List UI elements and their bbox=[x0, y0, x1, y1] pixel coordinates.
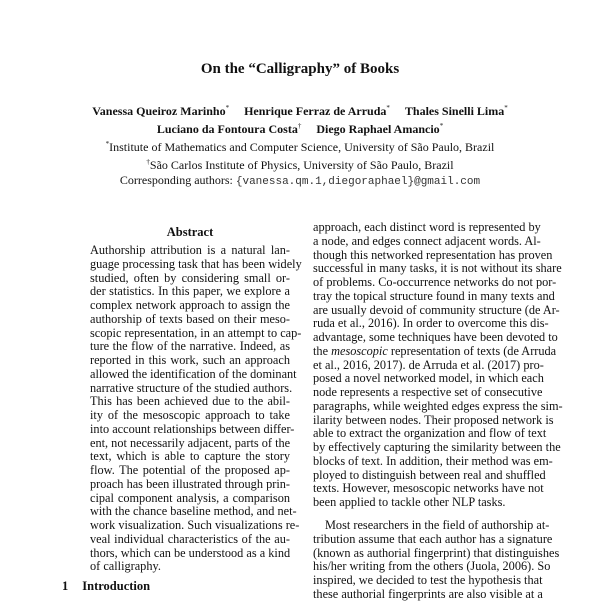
text-line: narrative structure of the studied authors. bbox=[90, 380, 293, 395]
text-line: the mesoscopic representation of texts (de Arruda bbox=[313, 343, 557, 358]
author-name: Thales Sinelli Lima bbox=[404, 104, 505, 118]
text-line: texts. However, mesoscopic networks have not bbox=[313, 481, 544, 496]
affil-mark: * bbox=[105, 140, 110, 148]
text-line: of calligraphy. bbox=[90, 559, 161, 574]
author-mark: * bbox=[439, 122, 444, 130]
affiliation-2 bbox=[0, 155, 600, 173]
text-line: node represents a respective set of consecutive bbox=[313, 385, 543, 399]
text-line: though this networked representation has proven bbox=[313, 247, 553, 262]
text-line: been applied to tackle other NLP tasks. bbox=[313, 495, 506, 509]
text-line: tray the topical structure found in many texts and bbox=[313, 288, 555, 303]
text-line: able to extract the organization and flow of text bbox=[313, 426, 547, 441]
corresponding-authors bbox=[0, 173, 600, 190]
text-line: ployed to distinguish between real and shuffled bbox=[313, 467, 546, 482]
text-line: inspired, we decided to test the hypothesis that bbox=[313, 573, 543, 587]
text-line: work visualization. Such visualizations re- bbox=[90, 518, 300, 532]
author-line-1 bbox=[0, 101, 600, 119]
author-line-2 bbox=[0, 119, 600, 137]
text-line: ruda et al., 2016). In order to overcome this dis- bbox=[313, 316, 549, 331]
text-line: of problems. Co-occurrence networks do not por- bbox=[313, 275, 557, 289]
text-line: der statistics. In this paper, we explore a bbox=[90, 284, 290, 299]
text-line: successful in many tasks, it is not without its share bbox=[313, 261, 562, 276]
section-number: 1 bbox=[62, 579, 69, 593]
text-line: his/her writing from the others (Juola, 2006). So bbox=[313, 559, 551, 574]
author-name: Diego Raphael Amancio bbox=[316, 122, 440, 136]
text-line: authorship of texts based on their meso- bbox=[90, 311, 290, 326]
text-line: allowed the identification of the dominant bbox=[90, 366, 297, 381]
section-heading-introduction bbox=[62, 579, 164, 594]
text-line: ture the flow of the narrative. Indeed, as bbox=[90, 339, 290, 354]
text-line: Authorship attribution is a natural lan- bbox=[90, 243, 290, 257]
author-name: Luciano da Fontoura Costa bbox=[156, 122, 298, 136]
text-line: ilarity between nodes. Their proposed network is bbox=[313, 412, 554, 427]
right-column-paragraph-1 bbox=[313, 220, 563, 510]
abstract-heading: Abstract bbox=[166, 225, 214, 239]
text-line: et al., 2016, 2017). de Arruda et al. (2017) pro- bbox=[313, 357, 544, 372]
section-title: Introduction bbox=[82, 579, 151, 593]
author-name: Henrique Ferraz de Arruda bbox=[244, 104, 387, 118]
text-line: ity of the mesoscopic approach to take bbox=[90, 408, 290, 422]
text-line: cipal component analysis, a comparison bbox=[90, 490, 290, 505]
text-line: are usually devoid of community structure (de Ar- bbox=[313, 302, 560, 317]
text-line: ent, not necessarily adjacent, parts of the bbox=[90, 435, 291, 450]
text-line: proach has been illustrated through prin- bbox=[90, 476, 290, 491]
text-line: by effectively capturing the similarity between the bbox=[313, 440, 561, 454]
text-line: blocks of text. In addition, their method was em- bbox=[313, 453, 553, 468]
text-line: tribution assume that each author has a signature bbox=[313, 531, 553, 546]
text-line: paragraphs, while weighted edges express the sim- bbox=[313, 398, 563, 413]
text-line: guage processing task that has been widely bbox=[90, 256, 302, 271]
text-line: studied, often by considering small or- bbox=[90, 270, 290, 285]
paper-title: On the “Calligraphy” of Books bbox=[200, 61, 400, 77]
text-line: text, which is able to capture the story bbox=[90, 449, 290, 464]
text-line: posed a novel networked model, in which each bbox=[313, 371, 544, 386]
author-mark: * bbox=[386, 104, 390, 112]
affil-mark: † bbox=[146, 158, 150, 166]
text-line: advantage, some techniques have been devoted to bbox=[313, 330, 558, 344]
text-line: veal individual characteristics of the au- bbox=[90, 531, 290, 546]
text-line: reported in this work, such an approach bbox=[90, 353, 290, 367]
author-mark: † bbox=[297, 122, 302, 130]
corr-email: {vanessa.qm.1,diegoraphael}@gmail.com bbox=[235, 176, 481, 188]
text-line: these authorial fingerprints are also visible at a bbox=[313, 586, 543, 601]
text-line: complex network approach to assign the bbox=[90, 298, 290, 312]
text-line: (known as authorial fingerprint) that distinguishes bbox=[313, 545, 560, 560]
text-line: Most researchers in the field of authorship at- bbox=[325, 518, 550, 532]
corr-label: Corresponding authors: bbox=[119, 173, 233, 187]
right-column-paragraph-2 bbox=[313, 518, 560, 602]
text-line: with the chance baseline method, and net- bbox=[90, 504, 297, 519]
abstract-body bbox=[90, 243, 302, 574]
author-mark: * bbox=[504, 104, 508, 112]
text-line: approach, each distinct word is represented by bbox=[313, 220, 541, 234]
text-line: thors, which can be understood as a kind bbox=[90, 545, 291, 560]
text-line: scopic representation, in an attempt to cap- bbox=[90, 325, 302, 340]
text-line: This has been achieved due to the abil- bbox=[90, 394, 290, 409]
text-line: flow. The potential of the proposed ap- bbox=[90, 463, 290, 477]
affil-text: São Carlos Institute of Physics, University of São Paulo, Brazil bbox=[149, 158, 454, 172]
author-name: Vanessa Queiroz Marinho bbox=[92, 104, 226, 118]
text-line: a node, and edges connect adjacent words. Al- bbox=[313, 233, 541, 248]
affiliation-1 bbox=[0, 137, 600, 155]
author-block bbox=[0, 101, 600, 190]
text-line: into account relationships between differ- bbox=[90, 421, 295, 436]
author-mark: * bbox=[225, 104, 230, 112]
affil-text: Institute of Mathematics and Computer Science, University of São Paulo, Brazil bbox=[109, 140, 495, 154]
